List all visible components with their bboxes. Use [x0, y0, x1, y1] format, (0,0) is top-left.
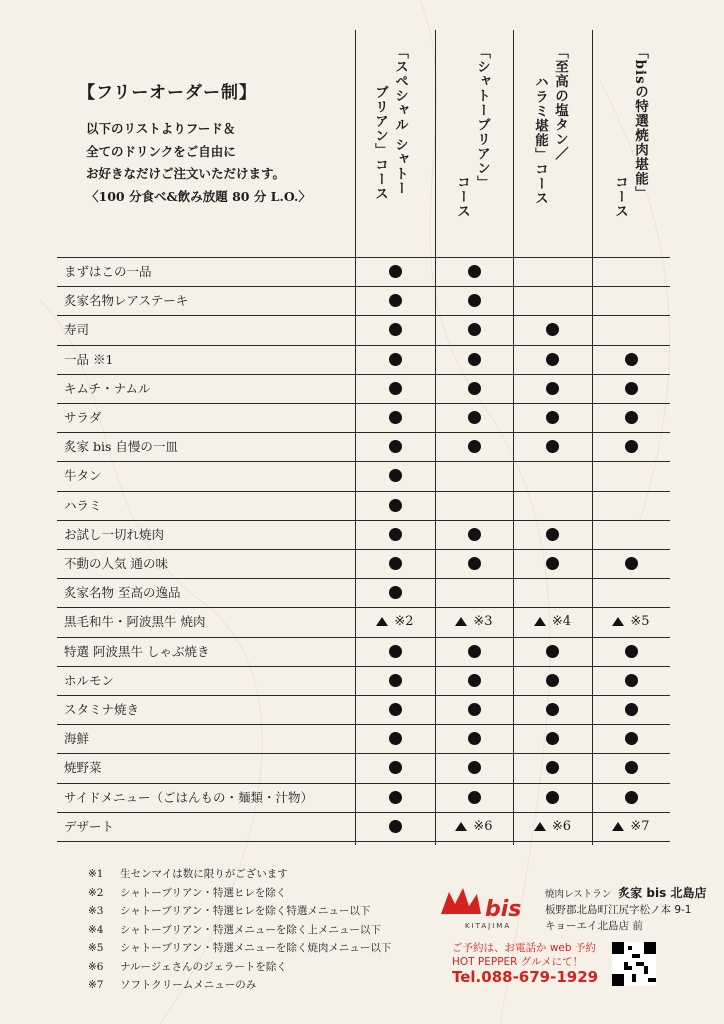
- row-label: 一品 ※1: [64, 351, 114, 367]
- included-dot-icon: [468, 761, 481, 774]
- row-label: 炙家 bis 自慢の一皿: [64, 439, 178, 455]
- shop-heading: [545, 884, 706, 901]
- table-cell: [592, 666, 670, 695]
- table-cell: [435, 345, 513, 374]
- included-dot-icon: [546, 440, 559, 453]
- table-cell: [435, 695, 513, 724]
- table-cell: [435, 286, 513, 315]
- included-dot-icon: [625, 761, 638, 774]
- footnote-key: ※6: [88, 960, 104, 973]
- included-dot-icon: [546, 761, 559, 774]
- partial-triangle-icon: [534, 822, 546, 831]
- included-dot-icon: [389, 820, 402, 833]
- note-ref: ※3: [473, 614, 493, 630]
- table-cell: [513, 257, 592, 286]
- included-dot-icon: [546, 557, 559, 570]
- table-cell: [513, 520, 592, 549]
- table-cell: [355, 315, 435, 344]
- table-cell: [435, 403, 513, 432]
- table-cell: [435, 812, 513, 841]
- table-cell: [592, 374, 670, 403]
- footnote-text: シャトーブリアン・特選メニューを除く上メニュー以下: [120, 923, 381, 936]
- logo-sub: KITAJIMA: [465, 922, 512, 930]
- row-label: 炙家名物レアステーキ: [64, 293, 189, 309]
- table-cell: [355, 286, 435, 315]
- shop-name: 炙家 bis 北島店: [618, 886, 707, 900]
- row-label: 海鮮: [64, 731, 90, 747]
- reserve-text: ご予約は、お電話か web 予約: [452, 942, 596, 954]
- svg-text:bis: bis: [485, 897, 522, 922]
- footnote-text: シャトーブリアン・特選ヒレを除く特選メニュー以下: [120, 905, 371, 917]
- table-cell: [355, 461, 435, 490]
- included-dot-icon: [546, 382, 559, 395]
- included-dot-icon: [389, 440, 402, 453]
- row-label: サイドメニュー（ごはんもの・麺類・汁物）: [64, 789, 314, 805]
- included-dot-icon: [546, 674, 559, 687]
- table-cell: [355, 374, 435, 403]
- table-cell: [592, 491, 670, 520]
- included-dot-icon: [625, 411, 638, 424]
- footnote: [88, 940, 391, 955]
- table-cell: [355, 403, 435, 432]
- intro-line: 全てのドリンクをご自由に: [86, 143, 236, 159]
- included-dot-icon: [625, 557, 638, 570]
- included-dot-icon: [468, 294, 481, 307]
- included-dot-icon: [389, 382, 402, 395]
- course-header-line: ブリアン」コース: [372, 85, 388, 201]
- table-cell: [355, 753, 435, 782]
- row-label: キムチ・ナムル: [64, 380, 151, 396]
- included-dot-icon: [389, 353, 402, 366]
- table-cell: [513, 812, 592, 841]
- footnote-key: ※4: [88, 923, 104, 936]
- table-cell: [435, 724, 513, 753]
- table-cell: [592, 432, 670, 461]
- table-cell: [513, 607, 592, 636]
- row-divider: [57, 841, 670, 842]
- table-cell: [435, 578, 513, 607]
- row-label: 寿司: [64, 322, 90, 338]
- included-dot-icon: [389, 557, 402, 570]
- included-dot-icon: [468, 323, 481, 336]
- intro-line: お好きなだけご注文いただけます。: [86, 166, 286, 181]
- row-label: 黒毛和牛・阿波黒牛 焼肉: [64, 614, 206, 630]
- included-dot-icon: [468, 265, 481, 278]
- partial-triangle-icon: [612, 822, 624, 831]
- table-cell: [435, 432, 513, 461]
- table-cell: [513, 374, 592, 403]
- row-label: サラダ: [64, 410, 102, 425]
- included-dot-icon: [389, 411, 402, 424]
- included-dot-icon: [625, 703, 638, 716]
- table-cell: [513, 432, 592, 461]
- included-dot-icon: [625, 674, 638, 687]
- table-cell: [435, 753, 513, 782]
- footnote-key: ※5: [88, 942, 104, 954]
- table-cell: [592, 812, 670, 841]
- reserve-text-2: HOT PEPPER グルメにて！: [452, 956, 584, 968]
- included-dot-icon: [389, 499, 402, 512]
- row-label: まずはこの一品: [64, 264, 152, 279]
- table-cell: [355, 666, 435, 695]
- partial-triangle-icon: [612, 617, 624, 626]
- included-dot-icon: [546, 353, 559, 366]
- included-dot-icon: [389, 323, 402, 336]
- table-cell: [355, 607, 435, 636]
- course-header-line: ハラミ堪能」コース: [532, 75, 548, 206]
- table-cell: [435, 783, 513, 812]
- row-label: 特選 阿波黒牛 しゃぶ焼き: [64, 643, 210, 659]
- table-cell: [355, 637, 435, 666]
- included-dot-icon: [546, 645, 559, 658]
- table-cell: [355, 345, 435, 374]
- included-dot-icon: [625, 732, 638, 745]
- note-ref: ※2: [394, 614, 414, 630]
- included-dot-icon: [468, 557, 481, 570]
- included-dot-icon: [625, 791, 638, 804]
- table-cell: [592, 637, 670, 666]
- table-cell: [355, 724, 435, 753]
- partial-triangle-icon: [534, 617, 546, 626]
- included-dot-icon: [389, 791, 402, 804]
- note-ref: ※6: [551, 818, 572, 834]
- included-dot-icon: [389, 528, 402, 541]
- footnote-text: ナルージェさんのジェラートを除く: [120, 960, 287, 973]
- table-cell: [435, 666, 513, 695]
- row-label: スタミナ焼き: [64, 702, 140, 717]
- table-cell: [513, 315, 592, 344]
- included-dot-icon: [468, 674, 481, 687]
- note-ref: ※7: [630, 818, 650, 834]
- included-dot-icon: [468, 791, 481, 804]
- course-header-chateaubriand: [452, 45, 492, 219]
- table-cell: [435, 257, 513, 286]
- included-dot-icon: [389, 265, 402, 278]
- included-dot-icon: [546, 411, 559, 424]
- intro-text: [86, 118, 311, 208]
- included-dot-icon: [625, 382, 638, 395]
- table-cell: [355, 257, 435, 286]
- footnote: [88, 866, 288, 881]
- table-cell: [435, 549, 513, 578]
- row-label: お試し一切れ焼肉: [64, 526, 165, 542]
- table-cell: [592, 403, 670, 432]
- page-title: 【フリーオーダー制】: [78, 83, 257, 103]
- table-cell: [592, 724, 670, 753]
- course-header-line: 「bisの特選焼肉堪能」: [632, 45, 648, 201]
- shop-landmark: キョーエイ北島店 前: [545, 920, 643, 932]
- included-dot-icon: [389, 645, 402, 658]
- included-dot-icon: [389, 732, 402, 745]
- table-cell: [435, 637, 513, 666]
- table-cell: [513, 491, 592, 520]
- course-header-special-chateaubriand: [370, 45, 410, 201]
- footnote-text: シャトーブリアン・特選メニューを除く焼肉メニュー以下: [120, 942, 392, 954]
- course-header-bis-yakiniku: [610, 45, 650, 219]
- course-header-line: 「至高の塩タン／: [552, 45, 568, 161]
- table-cell: [355, 695, 435, 724]
- table-cell: [513, 345, 592, 374]
- row-label: デザート: [64, 818, 115, 834]
- included-dot-icon: [546, 732, 559, 745]
- footnote-key: ※7: [88, 979, 104, 991]
- included-dot-icon: [625, 353, 638, 366]
- footnote-text: シャトーブリアン・特選ヒレを除く: [120, 886, 287, 899]
- note-ref: ※4: [551, 614, 572, 630]
- note-ref: ※5: [630, 614, 650, 630]
- row-label: 焼野菜: [64, 760, 102, 776]
- included-dot-icon: [468, 645, 481, 658]
- included-dot-icon: [468, 411, 481, 424]
- table-cell: [592, 315, 670, 344]
- footnote-key: ※1: [88, 868, 104, 880]
- qr-code[interactable]: [612, 942, 656, 986]
- included-dot-icon: [389, 674, 402, 687]
- footnote-key: ※3: [88, 905, 104, 917]
- table-cell: [513, 403, 592, 432]
- table-cell: [592, 461, 670, 490]
- table-cell: [355, 432, 435, 461]
- row-label: ハラミ: [64, 497, 102, 513]
- table-cell: [513, 724, 592, 753]
- included-dot-icon: [468, 382, 481, 395]
- table-cell: [355, 783, 435, 812]
- row-label: 牛タン: [64, 468, 102, 484]
- table-cell: [435, 491, 513, 520]
- table-cell: [592, 286, 670, 315]
- course-header-line: 「シャトーブリアン」: [474, 45, 490, 190]
- table-cell: [435, 607, 513, 636]
- table-cell: [592, 549, 670, 578]
- table-cell: [355, 812, 435, 841]
- included-dot-icon: [625, 440, 638, 453]
- included-dot-icon: [468, 732, 481, 745]
- footnote: [88, 885, 286, 900]
- row-label: ホルモン: [64, 672, 115, 688]
- table-cell: [592, 753, 670, 782]
- shop-tag: 焼肉レストラン: [545, 889, 612, 900]
- footnote-text: 生センマイは数に限りがございます: [120, 868, 288, 880]
- table-cell: [592, 607, 670, 636]
- table-cell: [513, 753, 592, 782]
- table-cell: [513, 286, 592, 315]
- table-cell: [435, 315, 513, 344]
- included-dot-icon: [468, 353, 481, 366]
- included-dot-icon: [625, 645, 638, 658]
- table-cell: [435, 461, 513, 490]
- row-label: 炙家名物 至高の逸品: [64, 585, 181, 601]
- table-cell: [435, 520, 513, 549]
- included-dot-icon: [389, 703, 402, 716]
- included-dot-icon: [546, 323, 559, 336]
- included-dot-icon: [468, 440, 481, 453]
- included-dot-icon: [546, 528, 559, 541]
- table-cell: [355, 549, 435, 578]
- table-cell: [513, 578, 592, 607]
- partial-triangle-icon: [455, 822, 467, 831]
- course-header-shio-tan-harami: [530, 45, 570, 206]
- table-cell: [513, 549, 592, 578]
- table-cell: [435, 374, 513, 403]
- table-cell: [592, 695, 670, 724]
- footnote: [88, 922, 381, 937]
- table-cell: [592, 783, 670, 812]
- row-label: 不動の人気 通の味: [64, 556, 168, 571]
- table-cell: [513, 695, 592, 724]
- table-cell: [592, 345, 670, 374]
- footnote: [88, 903, 370, 918]
- partial-triangle-icon: [455, 617, 467, 626]
- included-dot-icon: [389, 469, 402, 482]
- shop-address: 板野郡北島町江尻字松ノ本 9-1: [545, 904, 692, 916]
- included-dot-icon: [389, 294, 402, 307]
- table-cell: [592, 578, 670, 607]
- included-dot-icon: [546, 703, 559, 716]
- table-cell: [355, 520, 435, 549]
- shop-logo: [437, 884, 533, 932]
- table-cell: [513, 637, 592, 666]
- included-dot-icon: [546, 791, 559, 804]
- footnote-text: ソフトクリームメニューのみ: [120, 979, 257, 991]
- included-dot-icon: [389, 761, 402, 774]
- table-cell: [592, 520, 670, 549]
- footnote: [88, 977, 256, 992]
- table-cell: [355, 578, 435, 607]
- table-cell: [513, 461, 592, 490]
- included-dot-icon: [468, 703, 481, 716]
- table-cell: [355, 491, 435, 520]
- footnote-key: ※2: [88, 886, 104, 899]
- intro-line: 以下のリストよりフード＆: [86, 121, 236, 136]
- included-dot-icon: [389, 586, 402, 599]
- intro-line: 〈100 分食べ&飲み放題 80 分 L.O.〉: [86, 188, 311, 204]
- table-cell: [513, 783, 592, 812]
- note-ref: ※6: [473, 818, 493, 834]
- table-cell: [513, 666, 592, 695]
- partial-triangle-icon: [376, 617, 388, 626]
- included-dot-icon: [468, 528, 481, 541]
- phone-number[interactable]: Tel.088-679-1929: [452, 968, 599, 986]
- table-cell: [592, 257, 670, 286]
- course-header-line: コース: [612, 175, 628, 219]
- course-header-line: コース: [454, 175, 470, 219]
- footnote: [88, 959, 287, 974]
- course-header-line: 「スペシャル シャトー: [392, 45, 408, 196]
